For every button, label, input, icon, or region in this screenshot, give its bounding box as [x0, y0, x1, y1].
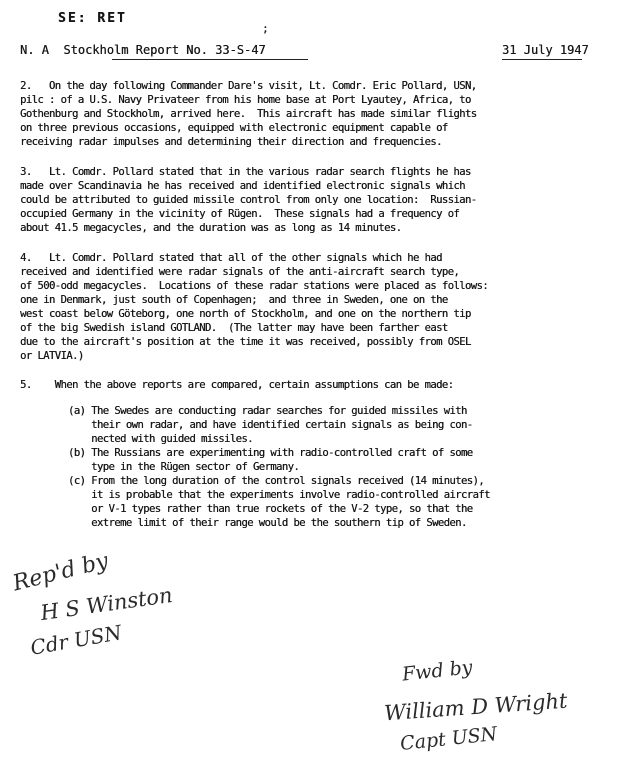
signature-right-line-3: Capt USN [399, 722, 499, 756]
assumption-a-line-2: their own radar, and have identified certain signals as being con- [68, 419, 473, 431]
signature-right-line-2: William D Wright [383, 688, 569, 726]
para-4-line-1: 4. Lt. Comdr. Pollard stated that all of the other signals which he had [20, 252, 442, 264]
date-underline [502, 59, 582, 60]
signature-right-line-1: Fwd by [401, 656, 474, 686]
assumption-c-line-2: it is probable that the experiments involve radio-controlled aircraft [68, 489, 490, 501]
assumption-c-line-1: (c) From the long duration of the control signals received (14 minutes), [68, 475, 485, 487]
assumption-a-line-3: nected with guided missiles. [68, 433, 253, 445]
para-4-line-8: or LATVIA.) [20, 350, 84, 362]
classification-stamp: SE: RET [58, 11, 127, 26]
report-date: 31 July 1947 [502, 43, 589, 57]
margin-mark: ; [262, 22, 269, 35]
para-4-line-2: received and identified were radar signals of the anti-aircraft search type, [20, 266, 460, 278]
assumption-b-line-1: (b) The Russians are experimenting with radio-controlled craft of some [68, 447, 473, 459]
para-4-line-7: due to the aircraft's position at the time it was received, possibly from OSEL [20, 336, 471, 348]
signature-left-line-2: H S Winston [38, 582, 174, 626]
assumption-a-line-1: (a) The Swedes are conducting radar searches for guided missiles with [68, 405, 467, 417]
signature-left-line-1: Rep'd by [10, 548, 111, 597]
para-4-line-5: west coast below Göteborg, one north of Stockholm, and one on the northern tip [20, 308, 471, 320]
para-3-line-1: 3. Lt. Comdr. Pollard stated that in the various radar search flights he has [20, 166, 471, 178]
para-4-line-3: of 500-odd megacycles. Locations of these radar stations were placed as follows: [20, 280, 489, 292]
para-2-line-3: Gothenburg and Stockholm, arrived here. This aircraft has made similar flights [20, 108, 477, 120]
assumption-b-line-2: type in the Rügen sector of Germany. [68, 461, 300, 473]
assumption-c-line-3: or V-1 types rather than true rockets of the V-2 type, so that the [68, 503, 473, 515]
para-3-line-3: could be attributed to guided missile control from only one location: Russian- [20, 194, 477, 206]
para-2-line-5: receiving radar impulses and determining their direction and frequencies. [20, 136, 442, 148]
para-5-line-1: 5. When the above reports are compared, certain assumptions can be made: [20, 379, 454, 391]
para-3-line-2: made over Scandinavia he has received and identified electronic signals which [20, 180, 465, 192]
para-2-line-1: 2. On the day following Commander Dare's visit, Lt. Comdr. Eric Pollard, USN, [20, 80, 477, 92]
para-4-line-4: one in Denmark, just south of Copenhagen; and three in Sweden, one on the [20, 294, 448, 306]
para-4-line-6: of the big Swedish island GOTLAND. (The latter may have been farther east [20, 322, 448, 334]
assumption-c-line-4: extreme limit of their range would be the southern tip of Sweden. [68, 517, 467, 529]
para-2-line-2: pilc : of a U.S. Navy Privateer from his home base at Port Lyautey, Africa, to [20, 94, 471, 106]
para-3-line-4: occupied Germany in the vicinity of Rügen. These signals had a frequency of [20, 208, 460, 220]
signature-left-line-3: Cdr USN [28, 620, 124, 660]
para-2-line-4: on three previous occasions, equipped with electronic equipment capable of [20, 122, 448, 134]
para-3-line-5: about 41.5 megacycles, and the duration was as long as 14 minutes. [20, 222, 402, 234]
report-number: N. A Stockholm Report No. 33-S-47 [20, 43, 266, 57]
report-underline [112, 59, 308, 60]
